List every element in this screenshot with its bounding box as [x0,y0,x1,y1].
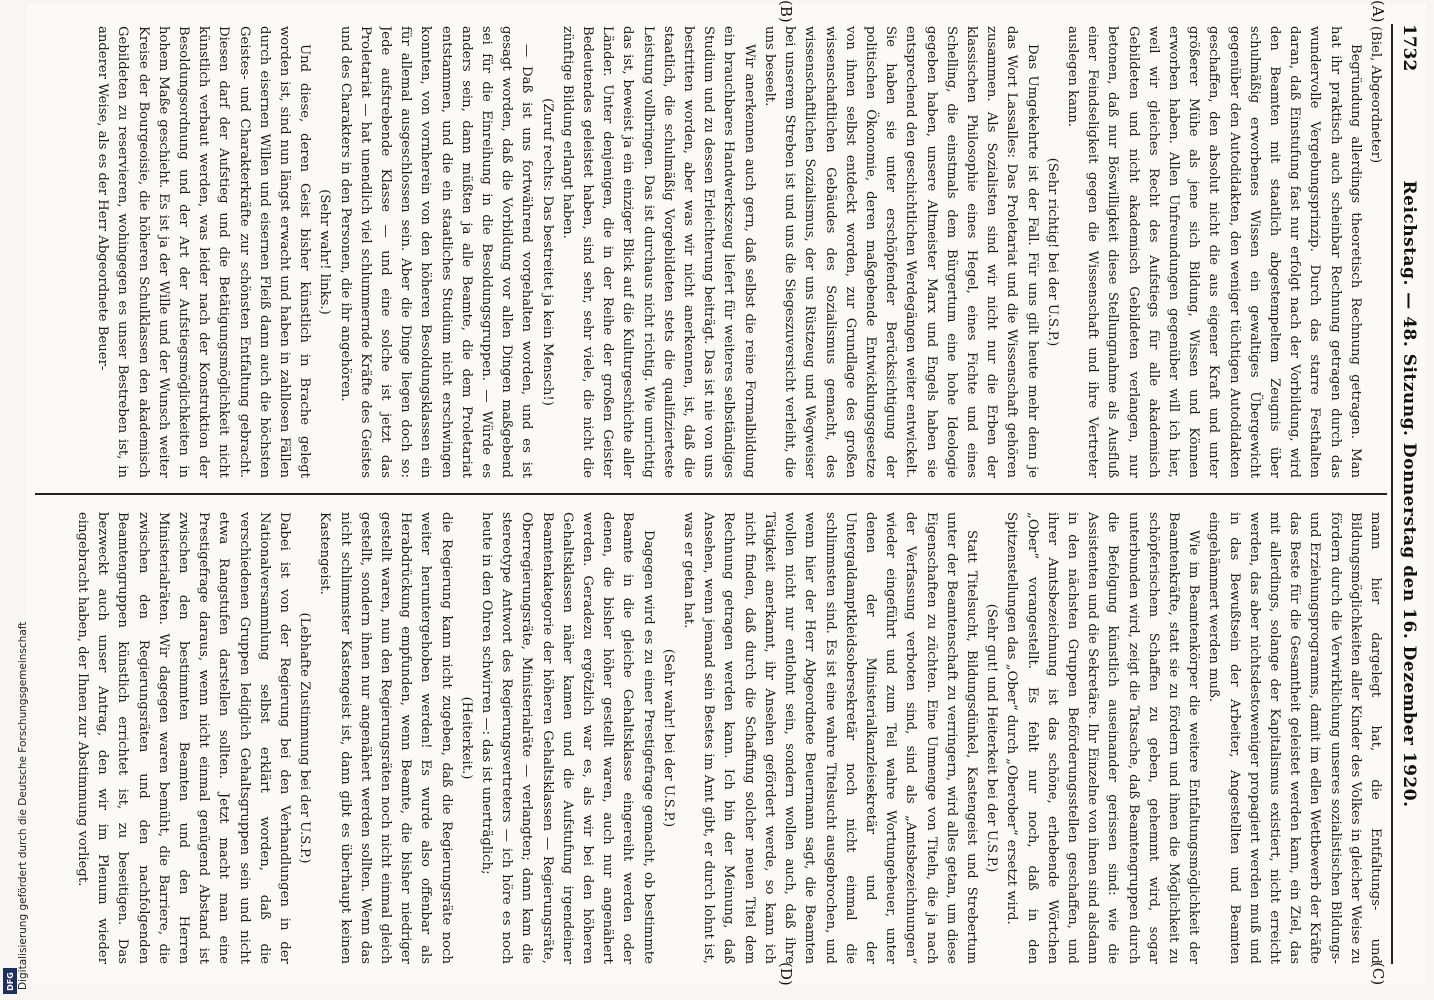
paragraph: Wie im Beamtenkörper die weitere Entfaltungsmöglichkeit der Beamtenkräfte, statt sie zu fördern und ihnen die Möglichkeit zu schöpferischem Schaffen zu geben, gehemmt wird, sogar unterbunden wird, zeigt die Tatsache, daß Beamtengruppen durch die Befolgung künstlich auseinander gerissen sind: wie die Assistenten und die Sekretäre. Ihr Einzelne von ihnen sind alsdann in den nächsten Gruppen Beförderungsstellen geschaffen, und ihrer Amtsbezeichnung ist das schöne, erhebende Wörtchen „Ober“ vorangestellt. Es fehlt nur noch, daß in den Spitzenstellungen das „Ober“ durch „Oberober“ ersetzt wird. [1004,512,1202,964]
interjection: (Zuruf rechts: Das bestreitet ja kein Mensch!) [539,98,555,406]
paragraph: — Daß ist uns fortwährend vorgehalten worden, und es ist gesagt worden, daß die Vorbildung vor allen Dingen maßgebend sei für die Einreihung in die Besoldungsgruppen. — Würde es anders sein, dann müßten ja alle Beamte, die dem Proletariat entstammen, und die ein staatliches Studium nicht erschwingen konnten, von vornherein von den höheren Besoldungsklassen ein für allemal ausgeschlossen sein. Aber die Dinge liegen doch so: Jede aufstrebende Klasse — und eine solche ist jetzt das Proletariat — hat unendlich viel schlummernde Kräfte des Geistes und des Charakters in den Personen, die ihr angehören. [337,26,535,478]
margin-mark-b: (B) [777,0,795,23]
speaker-label: (Biel, Abgeordneter) [1368,26,1383,164]
paragraph: Statt Titelsucht, Bildungsdünkel, Kastengeist und Strebertum unter der Beamtenschaft zu verringern, wird alles getan, um diese Eigenschaften zu züchten. Eine Unmenge von Titeln, die ja nach der Verfassung verboten sind, sind als „Amtsbezeichnungen“ wieder eingeführt und zum Teil wahre Wortungeheuer, unter denen der Ministerialkanzleisekretär und der Untergaldamptkleidsobersekretär noch nicht einmal die schlimmsten sind. Es ist eine wahre Titelsucht ausgebrochen, und wenn hier der Herr Abgeordnete Beuermann sagt, die Beamten wollen nicht nur entlohnt sein, sondern wollen auch, daß ihre Tätigkeit anerkannt, ihr Ansehen gefördert werde, so kann ich nicht finden, daß durch die Schaffung solcher neuen Titel dem Rechnung getragen werden kann. Ich bin der Meinung, daß Ansehen, wenn jemand sein Bestes im Amt gibt, er durch lohnt ist, was er getan hat. [681,512,979,964]
page-header [1393,24,1421,964]
page-title: Reichstag. — 48. Sitzung. Donnerstag den 16. Dezember 1920. [1399,180,1419,808]
paragraph: mann hier dargelegt hat, die Entfaltungs- und Bildungsmöglichkeiten aller Kinder des Volkes in gleicher Weise zu fördern durch die Verwirklichung unseres sozialistischen Bildungs- und Erziehungsprogramms, damit im edlen Wettbewerb der Kräfte das Beste für die Gesamtheit geleistet werden kann, ein Ziel, das mit allerdings, solange der Kapitalismus existiert, nicht erreicht werden, das aber nichtsdestoweniger propagiert werden muß und in das Bewußtsein der Arbeiter, Angestellten und Beamten eingehämmert werden muß. [1206,512,1383,964]
interjection: (Heiterkeit.) [458,696,474,780]
rotated-newspaper-page [27,0,1427,986]
interjection: (Sehr richtig! bei der U.S.P.) [1044,157,1060,347]
margin-mark-d: (D) [777,962,795,986]
interjection: (Sehr wahr! links.) [317,189,333,315]
header-rule [1391,24,1393,964]
digitization-footer [0,560,29,1000]
paragraph: Wir anerkennen auch gern, daß selbst die reine Formalbildung ein brauchbares Handwerkszeug liefert für weiteres selbständiges Studium und zu dessen Erleichterung beiträgt. Das ist nie von uns bestritten worden, aber was wir nicht anerkennen, ist, daß die staatlich, die schulmäßig Vorgebildeten stets die qualifizierteste Leistung vollbringen. Das ist durchaus nicht richtig. Wie unrichtig das ist, beweist ja ein einziger Blick auf die Kulturgeschichte aller Länder. Unter denjenigen, die in der Reihe der großen Geister Bedeutendes geleistet haben, sind sehr, sehr viele, die nicht die zünftige Bildung erlangt haben. [559,26,757,478]
paragraph: Und diese, deren Geist bisher künstlich in Brache gelegt worden ist, sind nun längst erwacht und haben in zahllosen Fällen durch eisernen Willen und eisernen Fleiß dann auch die höchsten Geistes- und Charakterkräfte zur schönsten Entfaltung gebracht. Diesen darf der Aufstieg und die Betätigungsmöglichkeit nicht künstlich verbaut werden, was leider nach der Konstruktion der Besoldungsordnung und der Art der Aufstiegsmöglichkeiten in hohem Maße geschieht. Es ist ja der Wille und der Wunsch weiter Kreise der Bourgeoisie, die höheren Schulklassen den akademisch Gebildeten zu reservieren, wohingegen es unser Bestreben ist, in anderer Weise, als es der Herr Abgeordnete Beuer- [95,26,313,478]
margin-mark-a: (A) [1369,0,1387,23]
paragraph: Das Umgekehrte ist der Fall. Für uns gilt heute mehr denn je das Wort Lassalles: Das Proletariat und die Wissenschaft gehören zusammen. Als Sozialisten sind wir nicht nur die Erben der klassischen Philosophie eines Hegel, eines Fichte und eines Schelling, die einstmals dem Bürgertum eine hohe Ideologie gegeben haben, unsere Altmeister Marx und Engels haben sie entsprechend den geschichtlichen Werdegängen weiter entwickelt. Sie haben sie unter erschöpfender Berücksichtigung der politischen Ökonomie, deren maßgebende Entwicklungsgesetze von ihnen selbst entdeckt worden, zur Grundlage des großen wissenschaftlichen Gebäudes des Sozialismus gemacht, des wissenschaftlichen Sozialismus, der uns Rüstzeug und Wegweiser bei unserem Streben ist und uns die Siegeszuversicht verleiht, die uns beseelt. [761,26,1040,478]
margin-mark-c: (C) [1369,962,1387,986]
paragraph: Dagegen wird es zu einer Prestigefrage gemacht, ob bestimmte Beamte in die gleiche Gehaltsklasse eingereiht werden oder denen, die bisher höher gestellt waren, auch nur angenähert werden. Geradezu ergötzlich war es, als wir bei den höheren Gehaltsklassen näher kamen und die Aufstufung irgendeiner Beamtenkategorie der höheren Gehaltsklassen — Regierungsräte, Oberregierungsräte, Ministerialräte — verlangten; dann kam die stereotype Antwort des Regierungsvertreters — ich höre es noch heute in den Ohren schwirren —: das ist unerträglich; [479,512,656,964]
page-number: 1732 [1399,24,1419,72]
interjection: (Lebhafte Zustimmung bei der U.S.P.) [297,612,313,864]
left-column [37,26,1385,478]
column-divider [35,493,1387,495]
dfg-logo [3,968,17,994]
right-column [37,512,1385,964]
dfg-logo-text: DFG [5,971,15,991]
interjection: (Sehr wahr! bei der U.S.P.) [660,648,676,828]
paragraph: Begründung allerdings theoretisch Rechnung getragen. Man hat ihr praktisch auch scheinbar Rechnung getragen durch das wundervolle Vergebungsprinzip. Durch das starre Festhalten daran, daß Einstufung fast nur erfolgt nach der Vorbildung, wird den Beamten mit staatlich abgestempeltem Zeugnis über schulmäßig erworbenes Wissen ein gewaltiges Übergewicht gegenüber den Autodidakten, den weniger tüchtigen Autodidakten geschaffen, den absolut nicht die aus eigener Kraft und unter größerer Mühe als jene sich Bildung, Wissen und Können erworben haben. Allen Unfreundungen gegenüber will ich hier, weil wir gleiches Recht des Aufstiegs für alle akademisch Gebildeten und nicht akademisch Gebildeten verlangen, nur betonen, daß nur Böswilligkeit diese Stellungnahme als Ausfluß einer Feindseligkeit gegen die Wissenschaft und ihre Vertreter auslegen kann. [1064,26,1363,478]
interjection: (Sehr gut! und Heiterkeit bei der U.S.P.) [984,603,1000,873]
paragraph: die Regierung kann nicht zugeben, daß die Regierungsräte noch weiter heruntergehoben werden! Es wurde also offenbar als Herabdrückung empfunden, wenn Beamte, die bisher niedriger gestellt waren, nun den Regierungsräten noch nicht einmal gleich gestellt, sondern ihnen nur angenähert werden sollten. Wenn das nicht schlimmster Kastengeist ist, dann gibt es überhaupt keinen Kastengeist. [317,512,454,964]
paragraph: Dabei ist von der Regierung bei den Verhandlungen in der Nationalversammlung selbst erklärt worden, daß die verschiedenen Gruppen lediglich Gehaltsgruppen sein und nicht etwa Rangstufen darstellen sollten. Jetzt macht man eine Prestigefrage daraus, wenn nicht einmal genügend Abstand ist zwischen den bestimmten Beamten und den Herren Ministerialräten. Wir dagegen waren bemüht, die Barriere, die zwischen den Regierungsräten und den nachfolgenden Beamtengruppen künstlich errichtet ist, zu beseitigen. Das bezweckt auch unser Antrag, den wir im Plenum wieder eingebracht haben, der Ihnen zur Abstimmung vorliegt. [75,512,293,964]
digitization-credit: Digitalisierung gefördert durch die Deutsche Forschungsgemeinschaft [17,621,29,990]
